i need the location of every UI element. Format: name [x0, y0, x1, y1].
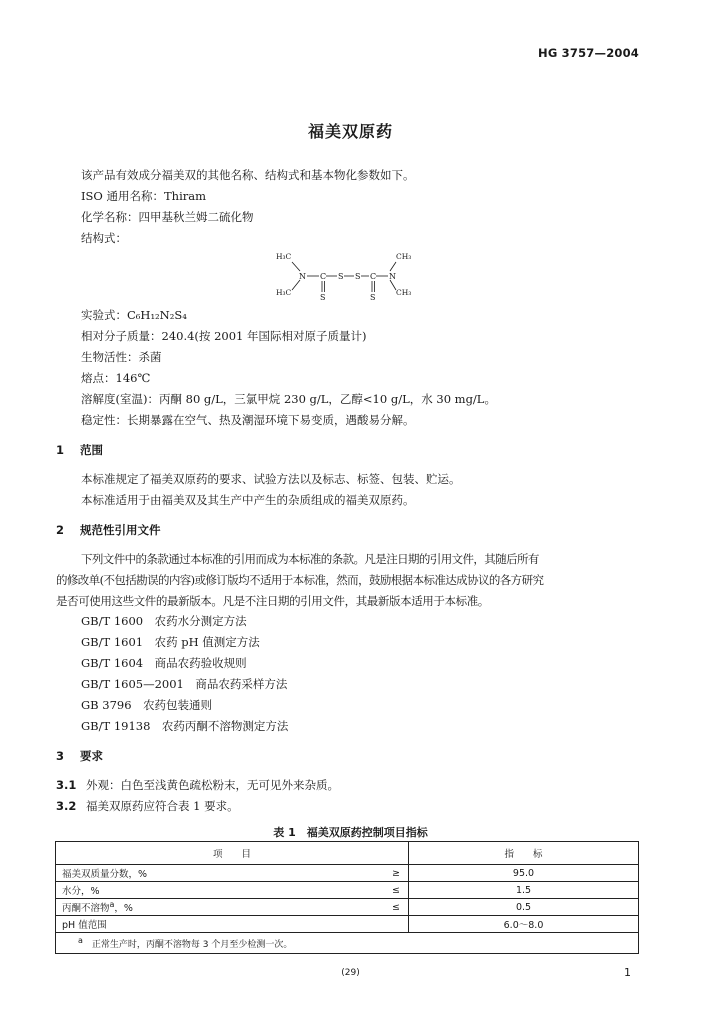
- clause-text: 福美双原药应符合表 1 要求。: [86, 799, 239, 813]
- section-2-line-3: 是否可使用这些文件的最新版本。凡是不注日期的引用文件，其最新版本适用于本标准。: [56, 594, 489, 608]
- reference-item: [81, 676, 287, 692]
- molecular-weight: 相对分子质量：240.4(按 2001 年国际相对原子质量计): [81, 329, 367, 343]
- table-header-row: [56, 842, 639, 865]
- section-1-para-2: 本标准适用于由福美双及其生产中产生的杂质组成的福美双原药。: [81, 493, 415, 507]
- reference-name: 农药水分测定方法: [154, 614, 247, 628]
- clause-number: 3.2: [56, 799, 77, 813]
- document-title: 福美双原药: [307, 122, 393, 141]
- footnote-marker: a: [78, 936, 83, 945]
- solubility: 溶解度(室温)：丙酮 80 g/L，三氯甲烷 230 g/L，乙醇<10 g/L，水 30 mg/L。: [81, 392, 496, 406]
- footnote-marker: a: [109, 899, 115, 909]
- reference-code: GB/T 1604: [81, 656, 144, 670]
- table-cell-item: 水分，%: [56, 882, 385, 899]
- section-1-number: 1: [56, 443, 65, 457]
- section-2-number: 2: [56, 523, 65, 537]
- page-footer-center: (29): [341, 968, 360, 978]
- s-thione-left-label: S: [320, 293, 326, 302]
- reference-name: 农药丙酮不溶物测定方法: [161, 719, 289, 733]
- table-cell-value: 1.5: [409, 882, 639, 899]
- section-1-para-1: 本标准规定了福美双原药的要求、试验方法以及标志、标签、包装、贮运。: [81, 472, 461, 486]
- section-3-title: 要求: [80, 749, 103, 763]
- reference-item: [81, 697, 212, 713]
- reference-name: 农药包装通则: [143, 698, 213, 712]
- table-cell-operator: [384, 916, 409, 933]
- section-2-title: 规范性引用文件: [80, 523, 161, 537]
- table-cell-item: [56, 899, 385, 916]
- table-note-text: 正常生产时，丙酮不溶物每 3 个月至少检测一次。: [91, 940, 293, 950]
- reference-name: 商品农药验收规则: [154, 656, 247, 670]
- empirical-formula: 实验式：C₆H₁₂N₂S₄: [81, 308, 187, 322]
- reference-code: GB/T 19138: [81, 719, 151, 733]
- n-right-label: N: [389, 272, 396, 281]
- chemical-name: 化学名称：四甲基秋兰姆二硫化物: [81, 210, 254, 224]
- s-left-label: S: [338, 272, 344, 281]
- page-number: 1: [624, 966, 631, 979]
- table-title: 表 1 福美双原药控制项目指标: [273, 826, 428, 839]
- spec-table: [55, 841, 639, 954]
- standard-number: HG 3757—2004: [538, 46, 639, 60]
- table-cell-value: 95.0: [409, 865, 639, 882]
- h3c-bottom-label: H₃C: [276, 288, 292, 297]
- ch3-bottom-label: CH₃: [396, 288, 412, 297]
- clause-number: 3.1: [56, 778, 77, 792]
- table-row: [56, 882, 639, 899]
- clause-3-1: [56, 776, 339, 794]
- structural-formula: [270, 247, 430, 303]
- reference-item: [81, 655, 247, 671]
- table-row: [56, 899, 639, 916]
- clause-3-2: [56, 797, 239, 815]
- table-cell-operator: ≤: [384, 899, 409, 916]
- section-3-heading: [56, 748, 103, 764]
- ch3-top-label: CH₃: [396, 252, 412, 261]
- c-left-label: C: [320, 272, 327, 281]
- structure-label: 结构式：: [81, 231, 127, 245]
- section-2-line-1: 下列文件中的条款通过本标准的引用而成为本标准的条款。凡是注日期的引用文件，其随后所有: [81, 552, 539, 566]
- reference-name: 农药 pH 值测定方法: [154, 635, 260, 649]
- reference-code: GB/T 1600: [81, 614, 144, 628]
- melting-point: 熔点：146℃: [81, 371, 151, 385]
- bio-activity: 生物活性：杀菌: [81, 350, 162, 364]
- column-header-item: 项 目: [56, 842, 409, 865]
- section-1-heading: [56, 442, 103, 458]
- table-note-row: [56, 933, 639, 954]
- reference-item: [81, 634, 260, 650]
- column-header-value: 指 标: [409, 842, 639, 865]
- item-name: 丙酮不溶物: [62, 903, 110, 915]
- table-cell-value: 6.0～8.0: [409, 916, 639, 933]
- reference-item: [81, 718, 288, 734]
- table-cell-item: pH 值范围: [56, 916, 385, 933]
- table-cell-operator: ≥: [384, 865, 409, 882]
- reference-code: GB/T 1601: [81, 635, 144, 649]
- iso-common-name: ISO 通用名称：Thiram: [81, 189, 207, 203]
- intro-line: 该产品有效成分福美双的其他名称、结构式和基本物化参数如下。: [81, 168, 415, 182]
- reference-code: GB 3796: [81, 698, 132, 712]
- h3c-top-label: H₃C: [276, 252, 292, 261]
- reference-item: [81, 613, 247, 629]
- clause-text: 外观：白色至浅黄色疏松粉末，无可见外来杂质。: [86, 778, 339, 792]
- table-row: [56, 865, 639, 882]
- stability: 稳定性：长期暴露在空气、热及潮湿环境下易变质，遇酸易分解。: [81, 413, 415, 427]
- reference-name: 商品农药采样方法: [195, 677, 288, 691]
- table-note: [56, 933, 639, 954]
- item-unit: ，%: [114, 903, 133, 915]
- bonds: [292, 262, 396, 292]
- table-cell-operator: ≤: [384, 882, 409, 899]
- table-cell-item: 福美双质量分数，%: [56, 865, 385, 882]
- section-1-title: 范围: [80, 443, 103, 457]
- table-cell-value: 0.5: [409, 899, 639, 916]
- c-right-label: C: [370, 272, 377, 281]
- s-thione-right-label: S: [370, 293, 376, 302]
- section-3-number: 3: [56, 749, 65, 763]
- section-2-line-2: 的修改单(不包括勘误的内容)或修订版均不适用于本标准，然而，鼓励根据本标准达成协议的各方研究: [56, 573, 544, 587]
- table-row: [56, 916, 639, 933]
- n-left-label: N: [299, 272, 306, 281]
- s-right-label: S: [355, 272, 361, 281]
- reference-code: GB/T 1605—2001: [81, 677, 184, 691]
- section-2-heading: [56, 522, 161, 538]
